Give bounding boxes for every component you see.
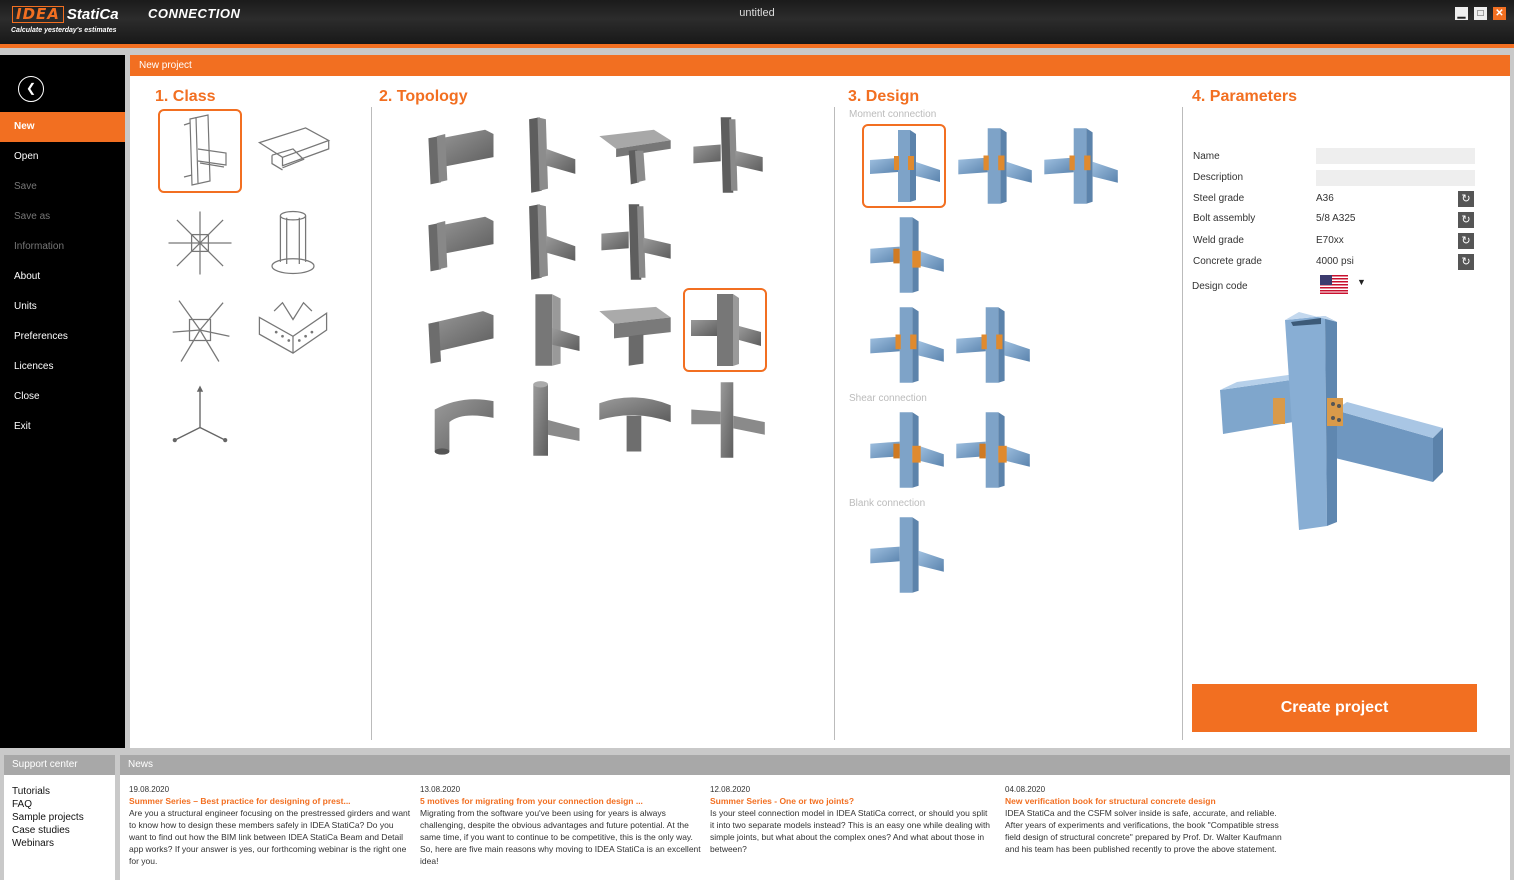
design-shear-1[interactable] xyxy=(864,408,948,492)
refresh-icon[interactable]: ↻ xyxy=(1458,212,1474,228)
class-beam-splice[interactable] xyxy=(251,109,335,193)
parameters-title: 4. Parameters xyxy=(1192,88,1297,105)
support-link-faq[interactable]: FAQ xyxy=(12,799,33,810)
sidebar-item-close[interactable]: Close xyxy=(14,391,40,402)
news-text: IDEA StatiCa and the CSFM solver inside is safe, accurate, and reliable. After years of experiments and verifications, the book "Compatible stress field design of structural concrete" prepared by Prof. Dr. Walter Kaufmann and his team has been published recently to prove the above statement. xyxy=(1005,808,1282,854)
refresh-icon[interactable]: ↻ xyxy=(1458,254,1474,270)
news-date: 13.08.2020 xyxy=(420,785,461,794)
minimize-icon[interactable]: ▁ xyxy=(1455,7,1468,20)
column-divider xyxy=(371,107,372,740)
moment-connection-label: Moment connection xyxy=(849,109,937,120)
support-link-sample-projects[interactable]: Sample projects xyxy=(12,812,84,823)
news-text: Migrating from the software you've been using for years is always challenging, despite the obvious advantages and future potential. At the same time, if you want to continue to be competitive, this is the only way. So, here are five main reasons why moving to IDEA StatiCa is an excellent idea! xyxy=(420,808,701,866)
news-item[interactable] xyxy=(1005,784,1287,855)
topology-ibeam-cross[interactable] xyxy=(685,113,769,197)
logo-name: StatiCa xyxy=(66,5,119,23)
topology-ibeam-tee[interactable] xyxy=(593,113,677,197)
blank-connection-label: Blank connection xyxy=(849,498,926,509)
support-link-tutorials[interactable]: Tutorials xyxy=(12,786,50,797)
bolt-assembly-label: Bolt assembly xyxy=(1193,213,1256,224)
class-gusset-plate[interactable] xyxy=(251,288,335,372)
design-moment-5[interactable] xyxy=(864,303,948,387)
topology-tube-cross[interactable] xyxy=(685,378,769,462)
design-title: 3. Design xyxy=(848,88,920,105)
news-title[interactable]: Summer Series - One or two joints? xyxy=(710,796,855,806)
class-title: 1. Class xyxy=(155,88,216,105)
sidebar-item-new[interactable]: New xyxy=(0,112,125,142)
sidebar-item-information[interactable]: Information xyxy=(14,241,65,252)
design-moment-4[interactable] xyxy=(864,213,948,297)
refresh-icon[interactable]: ↻ xyxy=(1458,191,1474,207)
news-header: News xyxy=(120,755,1510,775)
news-date: 19.08.2020 xyxy=(129,785,170,794)
class-general[interactable] xyxy=(158,375,242,459)
news-item[interactable] xyxy=(420,784,702,867)
weld-grade-label: Weld grade xyxy=(1193,235,1244,246)
news-item[interactable] xyxy=(129,784,411,867)
sidebar-item-save[interactable]: Save xyxy=(14,181,37,192)
topology-ibeam-cross-2[interactable] xyxy=(593,200,677,284)
support-link-webinars[interactable]: Webinars xyxy=(12,838,55,849)
topology-ibeam-column-2[interactable] xyxy=(506,200,590,284)
description-field[interactable] xyxy=(1316,170,1475,186)
column-divider xyxy=(1182,107,1183,740)
topology-box-column[interactable] xyxy=(506,288,590,372)
sidebar-item-save-as[interactable]: Save as xyxy=(14,211,51,222)
steel-grade-label: Steel grade xyxy=(1193,193,1245,204)
connection-preview xyxy=(1215,310,1445,540)
weld-grade-value[interactable]: E70xx xyxy=(1316,235,1344,246)
design-moment-1[interactable] xyxy=(862,124,946,208)
class-column-base[interactable] xyxy=(251,201,335,285)
design-moment-6[interactable] xyxy=(950,303,1034,387)
name-label: Name xyxy=(1193,151,1220,162)
topology-ibeam-corner[interactable] xyxy=(420,113,504,197)
news-panel xyxy=(120,755,1510,880)
title-bar xyxy=(0,0,1514,48)
sidebar xyxy=(0,55,125,748)
sidebar-menu xyxy=(0,112,125,442)
support-links xyxy=(4,775,115,850)
shear-connection-label: Shear connection xyxy=(849,393,927,404)
column-divider xyxy=(834,107,835,740)
sidebar-item-licences[interactable]: Licences xyxy=(14,361,54,372)
steel-grade-value[interactable]: A36 xyxy=(1316,193,1334,204)
news-title[interactable]: 5 motives for migrating from your connection design ... xyxy=(420,796,643,806)
concrete-grade-label: Concrete grade xyxy=(1193,256,1262,267)
concrete-grade-value[interactable]: 4000 psi xyxy=(1316,256,1354,267)
topology-box-cross[interactable] xyxy=(683,288,767,372)
topology-ibeam-column-end[interactable] xyxy=(506,113,590,197)
description-label: Description xyxy=(1193,172,1244,183)
sidebar-item-preferences[interactable]: Preferences xyxy=(14,331,68,342)
logo-mark: IDEA xyxy=(12,6,64,23)
design-moment-3[interactable] xyxy=(1038,124,1122,208)
us-flag-icon[interactable] xyxy=(1320,275,1348,294)
sidebar-item-exit[interactable]: Exit xyxy=(14,421,31,432)
name-field[interactable] xyxy=(1316,148,1475,164)
news-date: 04.08.2020 xyxy=(1005,785,1046,794)
topology-ibeam-corner-2[interactable] xyxy=(420,200,504,284)
news-text: Is your steel connection model in IDEA StatiCa correct, or should you split it into two separate models instead? This is an easy one while dealing with simple joints, but what about the complex ones? And what about those in between? xyxy=(710,808,991,854)
news-title[interactable]: Summer Series – Best practice for designing of prest... xyxy=(129,796,351,806)
class-space-node[interactable] xyxy=(158,288,242,372)
sidebar-item-open[interactable]: Open xyxy=(14,151,39,162)
design-shear-2[interactable] xyxy=(950,408,1034,492)
product-name: CONNECTION xyxy=(148,6,241,21)
sidebar-item-units[interactable]: Units xyxy=(14,301,37,312)
topology-box-corner[interactable] xyxy=(420,288,504,372)
class-truss-node[interactable] xyxy=(158,201,242,285)
create-project-button[interactable]: Create project xyxy=(1192,684,1477,732)
chevron-down-icon[interactable]: ▼ xyxy=(1357,277,1366,287)
refresh-icon[interactable]: ↻ xyxy=(1458,233,1474,249)
news-item[interactable] xyxy=(710,784,992,855)
document-title: untitled xyxy=(739,7,775,19)
new-project-panel xyxy=(130,55,1510,748)
support-link-case-studies[interactable]: Case studies xyxy=(12,825,70,836)
news-date: 12.08.2020 xyxy=(710,785,751,794)
maximize-icon[interactable]: □ xyxy=(1474,7,1487,20)
support-center xyxy=(4,755,115,880)
topology-title: 2. Topology xyxy=(379,88,468,105)
sidebar-item-about[interactable]: About xyxy=(14,271,41,282)
tagline: Calculate yesterday's estimates xyxy=(11,27,117,34)
news-title[interactable]: New verification book for structural concrete design xyxy=(1005,796,1216,806)
panel-header: New project xyxy=(130,55,1510,76)
topology-box-tee[interactable] xyxy=(593,288,677,372)
topology-tube-column[interactable] xyxy=(506,378,590,462)
news-text: Are you a structural engineer focusing on the prestressed girders and want to know how to design these members safely in IDEA StatiCa? Do you want to find out how the BIM link between IDEA StatiCa Beam and Detail app works? If your answer is yes, our forthcoming webinar is the right one for you. xyxy=(129,808,411,866)
class-beam-to-column[interactable] xyxy=(158,109,242,193)
bolt-assembly-value[interactable]: 5/8 A325 xyxy=(1316,213,1356,224)
design-code-label: Design code xyxy=(1192,281,1248,292)
window-controls xyxy=(1455,7,1506,20)
back-arrow-icon[interactable]: ❮ xyxy=(18,76,44,102)
support-header: Support center xyxy=(4,755,115,775)
topology-tube-tee[interactable] xyxy=(593,378,677,462)
close-icon[interactable]: ✕ xyxy=(1493,7,1506,20)
topology-tube-corner[interactable] xyxy=(420,378,504,462)
design-blank-1[interactable] xyxy=(864,513,948,597)
design-moment-2[interactable] xyxy=(952,124,1036,208)
